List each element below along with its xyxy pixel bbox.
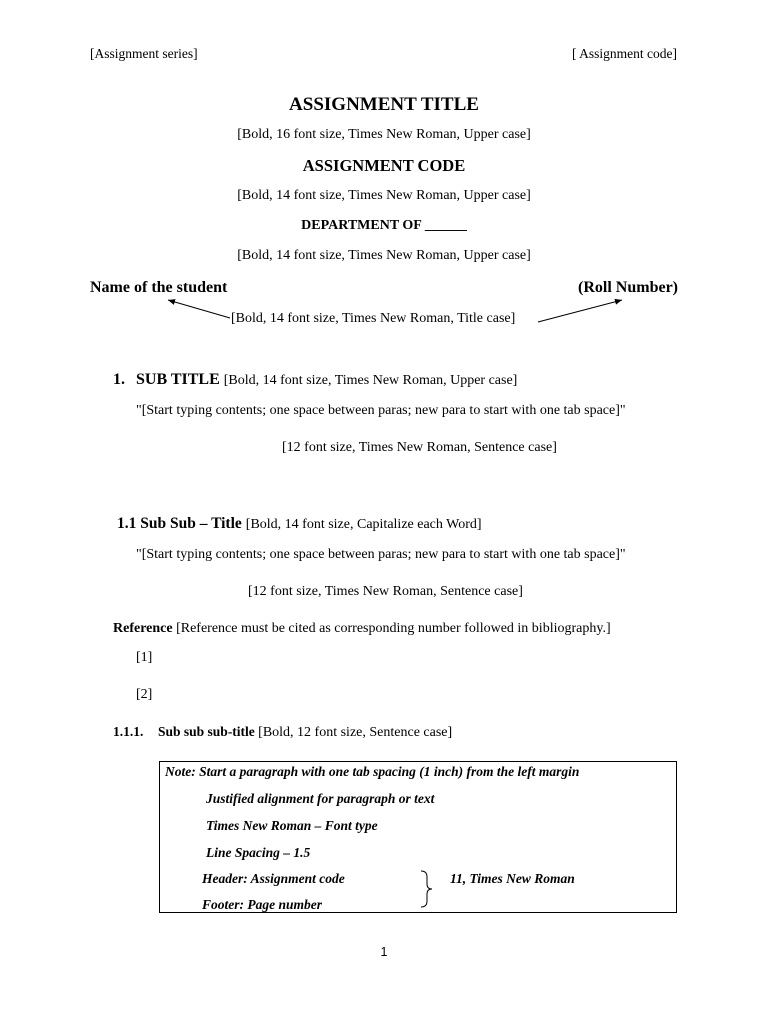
- note-line-6: Footer: Page number: [202, 897, 322, 912]
- reference-item-2: [2]: [136, 687, 153, 702]
- note-brace-label: 11, Times New Roman: [450, 871, 575, 886]
- reference-note: [Reference must be cited as corresponding number followed in bibliography.]: [176, 621, 611, 636]
- note-box: [159, 761, 677, 913]
- roll-number: (Roll Number): [578, 279, 678, 296]
- note-line-3: Times New Roman – Font type: [206, 818, 378, 833]
- section-1-number: 1.: [113, 371, 125, 388]
- student-name: Name of the student: [90, 279, 228, 296]
- assignment-title: ASSIGNMENT TITLE: [289, 94, 479, 115]
- section-1-content: "[Start typing contents; one space between paras; new para to start with one tab space]": [136, 403, 626, 418]
- section-1-1-content: "[Start typing contents; one space between paras; new para to start with one tab space]": [136, 547, 626, 562]
- page-number: 1: [380, 945, 388, 959]
- note-line-1: Note: Start a paragraph with one tab spacing (1 inch) from the left margin: [165, 764, 580, 779]
- section-1-1-1-heading: [158, 724, 452, 741]
- assignment-code-note: [Bold, 14 font size, Times New Roman, Upper case]: [237, 188, 531, 203]
- section-1-heading: [136, 371, 517, 389]
- section-1-content-note: [12 font size, Times New Roman, Sentence case]: [282, 440, 557, 455]
- right-brace-icon: [418, 869, 436, 909]
- reference-line: [113, 621, 611, 637]
- section-1-1-heading: [117, 515, 482, 533]
- section-1-1-1-title: Sub sub sub-title: [158, 724, 255, 739]
- header-left: [Assignment series]: [90, 46, 198, 61]
- note-line-5: Header: Assignment code: [202, 871, 345, 886]
- section-1-1-content-note: [12 font size, Times New Roman, Sentence case]: [248, 584, 523, 599]
- section-1-title-note: [Bold, 14 font size, Times New Roman, Upper case]: [223, 373, 518, 388]
- assignment-code: ASSIGNMENT CODE: [302, 156, 466, 175]
- section-1-1-1-note: [Bold, 12 font size, Sentence case]: [258, 725, 453, 740]
- header-right: [ Assignment code]: [572, 46, 677, 61]
- section-1-title: SUB TITLE: [136, 371, 220, 388]
- reference-label: Reference: [113, 621, 173, 636]
- section-1-1-1-number: 1.1.1.: [113, 724, 144, 739]
- department-note: [Bold, 14 font size, Times New Roman, Upper case]: [237, 248, 531, 263]
- student-note: [Bold, 14 font size, Times New Roman, Title case]: [231, 311, 516, 326]
- section-1-1-title: 1.1 Sub Sub – Title: [117, 515, 242, 532]
- note-line-2: Justified alignment for paragraph or text: [206, 791, 435, 806]
- note-line-4: Line Spacing – 1.5: [206, 845, 311, 860]
- assignment-title-note: [Bold, 16 font size, Times New Roman, Upper case]: [237, 127, 531, 142]
- department-heading: DEPARTMENT OF ______: [301, 218, 467, 233]
- section-1-1-title-note: [Bold, 14 font size, Capitalize each Word]: [245, 517, 482, 532]
- reference-item-1: [1]: [136, 650, 153, 665]
